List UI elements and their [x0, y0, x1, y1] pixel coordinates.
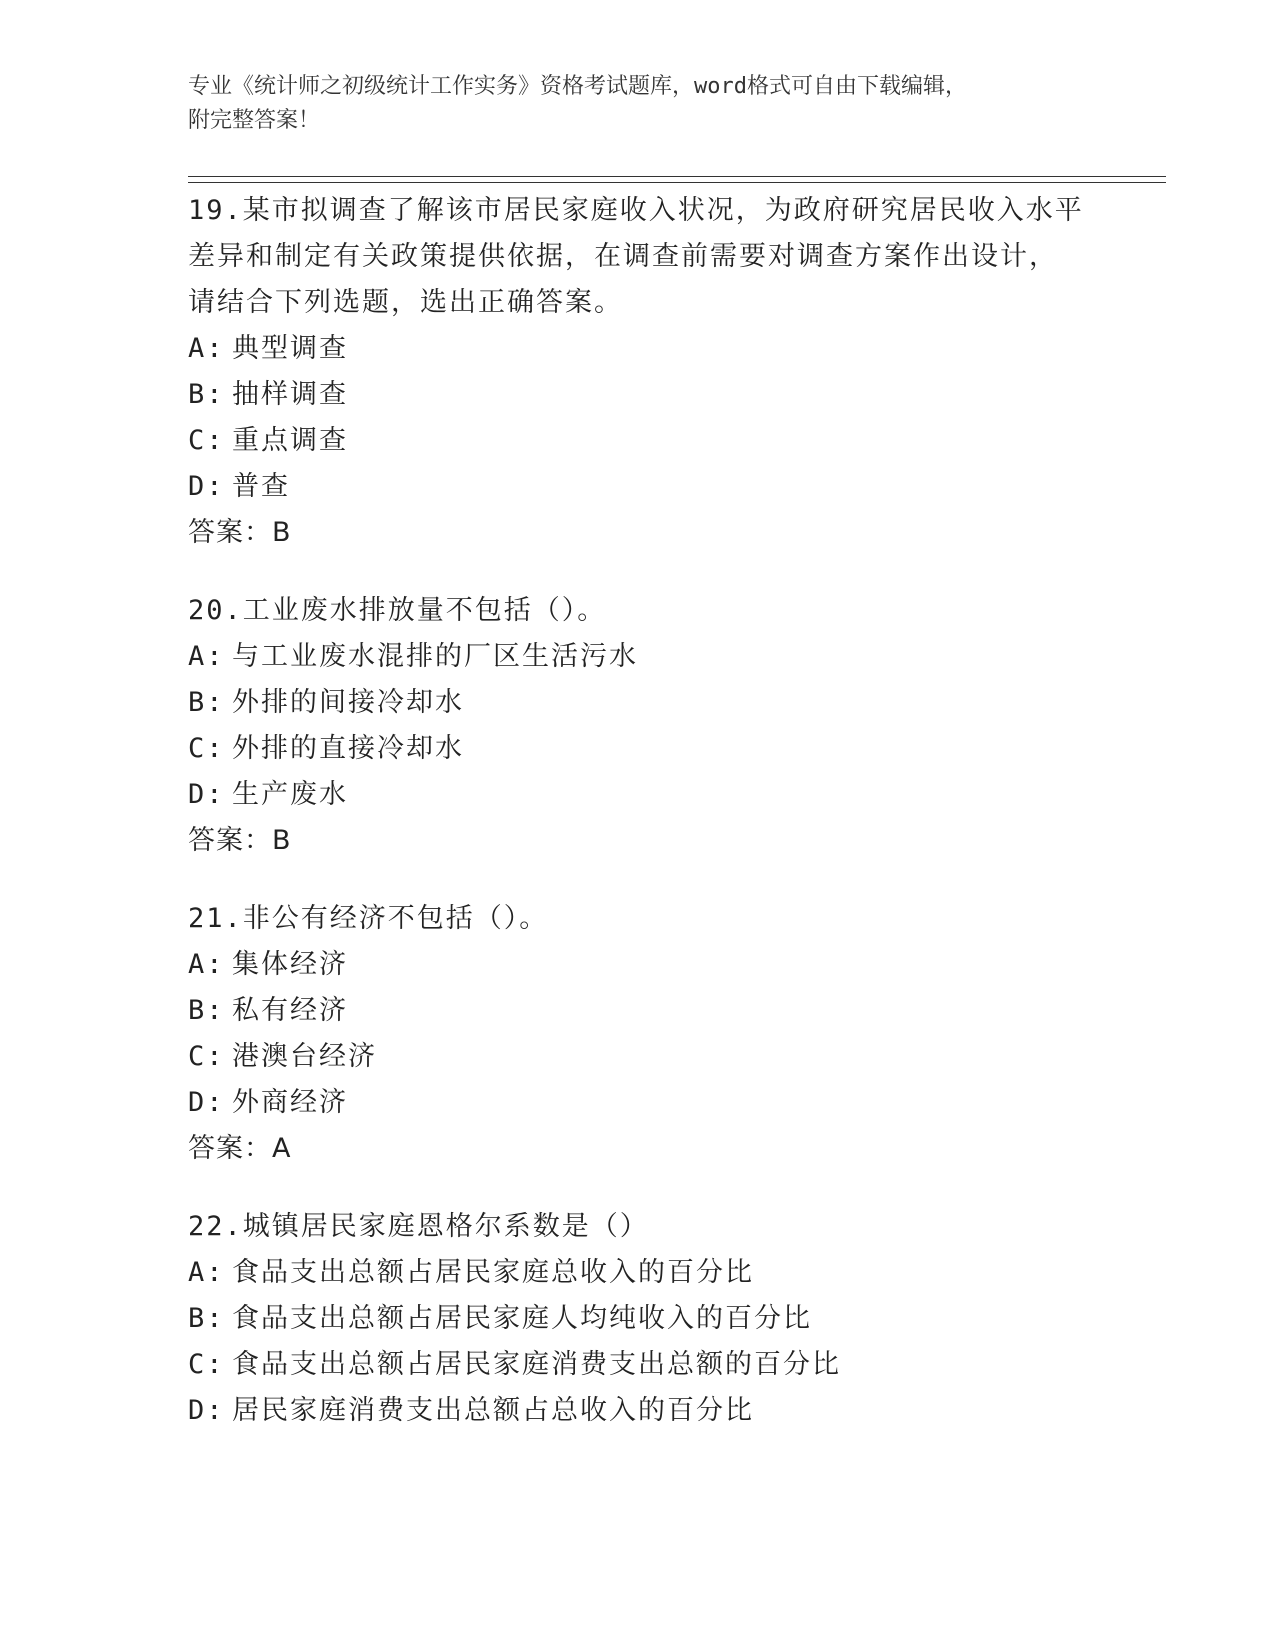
option-b — [188, 1296, 1088, 1342]
option-key: A: — [188, 641, 225, 672]
option-text: 居民家庭消费支出总额占总收入的百分比 — [232, 1395, 754, 1426]
option-key: B: — [188, 379, 225, 410]
option-text: 集体经济 — [232, 949, 348, 980]
option-text: 私有经济 — [232, 995, 348, 1026]
option-text: 生产废水 — [232, 779, 348, 810]
option-text: 外排的间接冷却水 — [232, 687, 464, 718]
question-stem-line: 19.某市拟调查了解该市居民家庭收入状况，为政府研究居民收入水平 — [188, 195, 1084, 226]
question-21 — [188, 896, 1088, 1172]
option-key: B: — [188, 1303, 225, 1334]
question-19 — [188, 188, 1088, 556]
option-d — [188, 1388, 1088, 1434]
option-text: 抽样调查 — [232, 379, 348, 410]
option-d — [188, 1080, 1088, 1126]
option-b — [188, 988, 1088, 1034]
option-a — [188, 326, 1088, 372]
option-a — [188, 1250, 1088, 1296]
answer-line: 答案：A — [188, 1133, 292, 1164]
header-divider-top — [188, 176, 1166, 177]
option-c — [188, 418, 1088, 464]
option-key: D: — [188, 779, 225, 810]
question-stem-line: 22.城镇居民家庭恩格尔系数是（） — [188, 1211, 649, 1242]
option-key: D: — [188, 1087, 225, 1118]
header-line-1: 专业《统计师之初级统计工作实务》资格考试题库，word格式可自由下载编辑， — [188, 74, 967, 99]
option-key: C: — [188, 1349, 225, 1380]
option-b — [188, 680, 1088, 726]
option-text: 食品支出总额占居民家庭消费支出总额的百分比 — [232, 1349, 841, 1380]
question-20 — [188, 588, 1088, 864]
option-text: 食品支出总额占居民家庭总收入的百分比 — [232, 1257, 754, 1288]
option-c — [188, 1342, 1088, 1388]
option-key: D: — [188, 471, 225, 502]
question-22 — [188, 1204, 1088, 1434]
option-text: 与工业废水混排的厂区生活污水 — [232, 641, 638, 672]
option-key: B: — [188, 687, 225, 718]
option-key: A: — [188, 949, 225, 980]
question-stem-line: 请结合下列选题，选出正确答案。 — [188, 287, 623, 318]
question-stem-line: 20.工业废水排放量不包括（）。 — [188, 595, 607, 626]
option-key: A: — [188, 333, 225, 364]
question-stem-line: 差异和制定有关政策提供依据，在调查前需要对调查方案作出设计， — [188, 241, 1058, 272]
answer-line: 答案：B — [188, 825, 292, 856]
option-key: D: — [188, 1395, 225, 1426]
option-a — [188, 942, 1088, 988]
question-list — [188, 188, 1088, 1466]
option-text: 重点调查 — [232, 425, 348, 456]
option-a — [188, 634, 1088, 680]
option-c — [188, 1034, 1088, 1080]
option-text: 典型调查 — [232, 333, 348, 364]
option-text: 外排的直接冷却水 — [232, 733, 464, 764]
option-text: 港澳台经济 — [232, 1041, 377, 1072]
option-b — [188, 372, 1088, 418]
option-text: 外商经济 — [232, 1087, 348, 1118]
option-key: B: — [188, 995, 225, 1026]
option-key: C: — [188, 733, 225, 764]
option-d — [188, 772, 1088, 818]
option-key: C: — [188, 425, 225, 456]
document-header — [188, 70, 1088, 138]
header-divider-bottom — [188, 182, 1166, 183]
option-text: 食品支出总额占居民家庭人均纯收入的百分比 — [232, 1303, 812, 1334]
answer-line: 答案：B — [188, 517, 292, 548]
option-d — [188, 464, 1088, 510]
header-line-2: 附完整答案！ — [188, 108, 321, 133]
option-key: C: — [188, 1041, 225, 1072]
option-c — [188, 726, 1088, 772]
question-stem-line: 21.非公有经济不包括（）。 — [188, 903, 549, 934]
option-key: A: — [188, 1257, 225, 1288]
option-text: 普查 — [232, 471, 290, 502]
